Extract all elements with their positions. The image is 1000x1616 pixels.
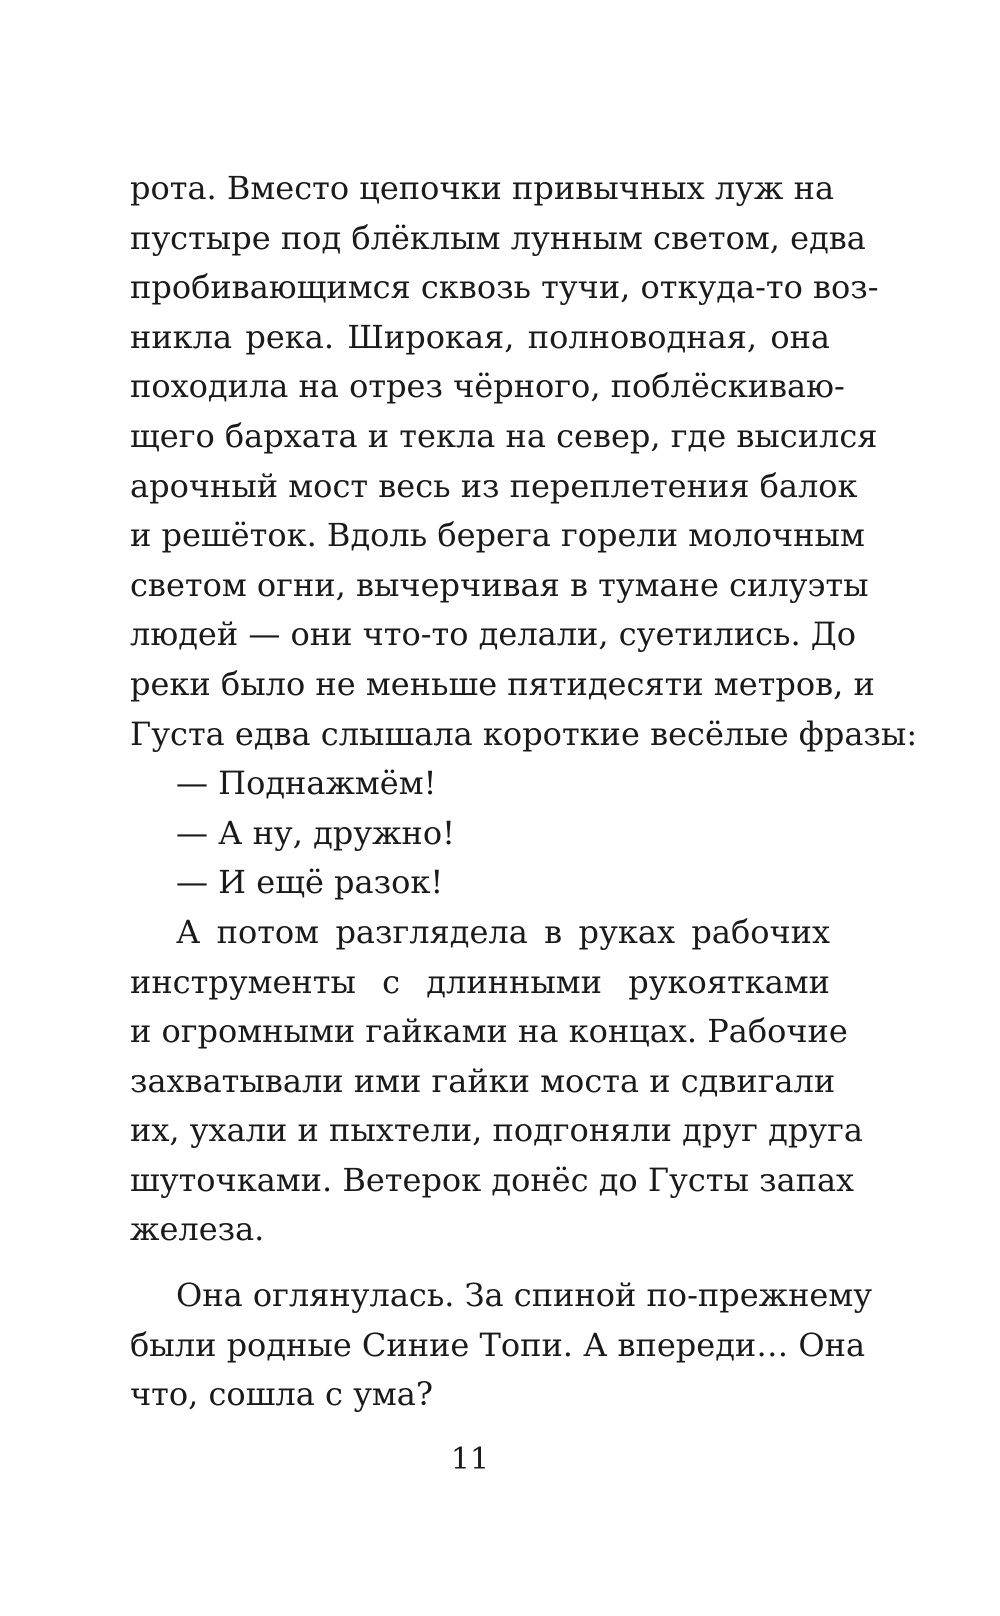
text-line: реки было не меньше пятидесяти метров, и	[130, 664, 875, 703]
text-line: рота. Вместо цепочки привычных луж на	[130, 169, 835, 207]
page-number: 11	[450, 1442, 490, 1477]
dialogue-block	[130, 759, 830, 908]
text-line: людей — они что-то делали, суетились. До	[130, 615, 857, 654]
paragraph-3	[130, 1271, 873, 1420]
paragraph-gap	[130, 1255, 830, 1271]
text-line: А потом разглядела в руках рабочих	[176, 912, 830, 951]
text-line: щего бархата и текла на север, где высился	[130, 416, 878, 455]
text-line: и решёток. Вдоль берега горели молочным	[130, 516, 865, 555]
text-line: Она оглянулась. За спиной по-прежнему	[176, 1276, 873, 1315]
text-line: были родные Синие Топи. А впереди… Она	[130, 1325, 866, 1364]
text-line: никла река. Широкая, полноводная, она	[130, 317, 830, 356]
text-line: Густа едва слышала короткие весёлые фразы:	[130, 714, 918, 753]
text-line: пробивающимся сквозь тучи, откуда-то воз-	[130, 268, 879, 307]
text-line: железа.	[130, 1210, 265, 1249]
paragraph-1	[130, 164, 918, 759]
paragraph-2	[130, 908, 863, 1255]
text-line: их, ухали и пыхтели, подгоняли друг друга	[130, 1111, 863, 1150]
text-line: захватывали ими гайки моста и сдвигали	[130, 1061, 836, 1100]
text-line: походила на отрез чёрного, поблёскиваю-	[130, 367, 845, 406]
text-line: шуточками. Ветерок донёс до Густы запах	[130, 1160, 855, 1199]
text-line: что, сошла с ума?	[130, 1375, 434, 1414]
book-page-text	[130, 164, 918, 1420]
dialogue-line: — И ещё разок!	[176, 863, 444, 902]
text-line: светом огни, вычерчивая в тумане силуэты	[130, 565, 869, 604]
dialogue-line: — А ну, дружно!	[176, 813, 455, 852]
text-line: и огромными гайками на концах. Рабочие	[130, 1012, 848, 1051]
text-line: пустыре под блёклым лунным светом, едва	[130, 218, 866, 257]
text-line: инструменты с длинными рукоятками	[130, 962, 830, 1001]
text-line: арочный мост весь из переплетения балок	[130, 466, 858, 505]
dialogue-line: — Поднажмём!	[176, 764, 437, 803]
